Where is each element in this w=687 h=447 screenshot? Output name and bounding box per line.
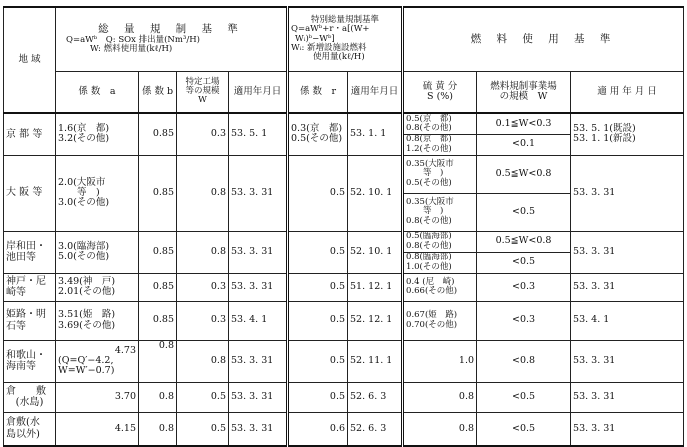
- fuel-scale-cell: 0.5≦W<0.8: [477, 231, 571, 252]
- region-cell: 京 都 等: [4, 113, 56, 155]
- coef-a-line2: 等 ): [58, 186, 100, 198]
- coef-a-line2: 3.69(その他): [58, 319, 116, 331]
- factory-scale-header: [177, 71, 229, 113]
- sulfur-line3: 0.5(その他): [406, 177, 452, 188]
- fuel-scale-cell: <0.5: [477, 412, 571, 446]
- coef-b-cell: 0.85: [139, 113, 177, 155]
- sulfur-cell: [403, 252, 477, 273]
- factory-scale-cell: 0.3: [177, 273, 229, 301]
- fuel-scale-cell: <0.5: [477, 193, 571, 231]
- region-line2: 島以外): [6, 428, 40, 440]
- coef-r-cell: 0.6: [288, 412, 348, 446]
- table-row-osaka: [4, 155, 684, 193]
- sulfur-line2: 等 ): [406, 206, 444, 217]
- coef-a-cell: [56, 273, 139, 301]
- coef-b-cell: 0.8: [139, 340, 177, 382]
- region-line1: 倉 敷: [6, 385, 46, 397]
- coef-b-header: 係 数 b: [139, 71, 177, 113]
- region-line2: (水島): [15, 397, 44, 408]
- fuel-date-header: 適 用 年 月 日: [571, 71, 684, 113]
- table-row-kurashiki-other: [4, 412, 684, 446]
- coef-b-cell: 0.85: [139, 155, 177, 231]
- fuel-date-line1: 53. 5. 1(既設): [573, 123, 636, 134]
- coef-a-line2: 5.0(その他): [58, 251, 110, 262]
- sulfur-line3: 0.8(その他): [406, 215, 452, 226]
- table-row-wakayama: [4, 340, 684, 382]
- coef-r-cell: 0.5: [288, 273, 348, 301]
- coef-a-line1: 1.6(京 都): [58, 123, 110, 134]
- date-header: 適用年月日: [229, 71, 288, 113]
- coef-r-line2: 0.5(その他): [291, 133, 343, 145]
- region-line1: 岸和田・: [6, 240, 46, 252]
- region-cell: [4, 273, 56, 301]
- fuel-scale-cell: <0.5: [477, 252, 571, 273]
- special-formula-line4: 使用量(kℓ/H): [313, 52, 365, 62]
- sulfur-line1: 0.8(京 都): [406, 134, 452, 145]
- date-cell: 53. 3. 31: [229, 382, 288, 412]
- header-row-1: [4, 7, 684, 71]
- special-date-cell: 52. 6. 3: [348, 382, 403, 412]
- special-regulation-header: [288, 7, 403, 71]
- total-regulation-header: [56, 7, 288, 71]
- factory-scale-header-line2: 等の規模: [185, 86, 220, 97]
- coef-b-cell: 0.8: [139, 412, 177, 446]
- region-cell: 大 阪 等: [4, 155, 56, 231]
- fuel-date-cell: 53. 4. 1: [571, 301, 684, 340]
- sulfur-cell: [403, 301, 477, 340]
- factory-scale-header-line3: W: [198, 95, 207, 106]
- fuel-standard-header: 燃 料 使 用 基 準: [403, 7, 684, 71]
- region-line1: 姫路・明: [6, 309, 46, 320]
- sulfur-line1: 0.35(大阪市: [406, 159, 454, 170]
- factory-scale-cell: 0.5: [177, 382, 229, 412]
- factory-scale-cell: 0.8: [177, 155, 229, 231]
- sulfur-cell: [403, 155, 477, 193]
- special-date-cell: 52. 10. 1: [348, 231, 403, 273]
- special-date-cell: 52. 12. 1: [348, 301, 403, 340]
- sulfur-cell: [403, 113, 477, 134]
- fuel-scale-cell: <0.5: [477, 382, 571, 412]
- region-cell: [4, 340, 56, 382]
- region-cell: [4, 231, 56, 273]
- special-date-cell: 52. 10. 1: [348, 155, 403, 231]
- coef-a-line3: W=W′−0.7): [58, 365, 115, 377]
- sulfur-line2: 1.2(その他): [406, 143, 452, 154]
- sulfur-cell: [403, 273, 477, 301]
- sulfur-line1: 0.5(京 都): [406, 113, 452, 124]
- region-line1: 和歌山・: [6, 349, 46, 361]
- sulfur-header-line1: 硫 黄 分: [422, 80, 458, 92]
- coef-a-line1: 2.0(大阪市: [58, 176, 106, 188]
- sulfur-cell: [403, 231, 477, 252]
- sulfur-cell: [403, 193, 477, 231]
- coef-a-cell: [56, 231, 139, 273]
- date-cell: 53. 3. 31: [229, 231, 288, 273]
- factory-scale-cell: 0.3: [177, 301, 229, 340]
- fuel-scale-cell: <0.3: [477, 301, 571, 340]
- sulfur-line1: 0.67(姫 路): [406, 310, 458, 321]
- special-date-cell: 52. 11. 1: [348, 340, 403, 382]
- table-row-kobe: [4, 273, 684, 301]
- coef-a-header: 係 数 a: [56, 71, 139, 113]
- coef-a-cell: [56, 301, 139, 340]
- coef-a-cell: [56, 340, 139, 382]
- coef-a-line2: 3.2(その他): [58, 133, 110, 145]
- factory-scale-cell: 0.3: [177, 113, 229, 155]
- coef-a-cell: 4.15: [56, 412, 139, 446]
- sulfur-line1: 0.5(臨海部): [406, 231, 452, 242]
- table-row-kyoto: [4, 113, 684, 134]
- date-cell: 53. 3. 31: [229, 273, 288, 301]
- sulfur-line1: 0.4 (尼 崎): [406, 276, 455, 287]
- coef-r-cell: 0.5: [288, 155, 348, 231]
- special-date-cell: 51. 12. 1: [348, 273, 403, 301]
- region-line2: 石等: [6, 320, 26, 332]
- coef-b-cell: 0.8: [139, 382, 177, 412]
- fuel-scale-header-line2: の規模 W: [499, 90, 548, 102]
- table-row-himeji: [4, 301, 684, 340]
- sulfur-line1: 0.8(臨海部): [406, 252, 452, 263]
- coef-a-cell: 3.70: [56, 382, 139, 412]
- region-header: 地 域: [4, 7, 56, 113]
- coef-a-line1: 3.51(姫 路): [58, 309, 116, 321]
- header-row-2: [4, 71, 684, 113]
- sulfur-line2: 0.8(その他): [406, 122, 452, 133]
- factory-scale-cell: 0.5: [177, 412, 229, 446]
- region-cell: [4, 382, 56, 412]
- total-regulation-title: 総 量 規 制 基 準: [98, 23, 244, 36]
- sulfur-cell: [403, 134, 477, 155]
- total-formula-line2: W: 燃料使用量(kℓ/H): [90, 43, 173, 54]
- region-line2: 海南等: [6, 361, 36, 372]
- fuel-date-cell: 53. 3. 31: [571, 273, 684, 301]
- coef-r-cell: [288, 113, 348, 155]
- fuel-date-cell: [571, 113, 684, 155]
- fuel-scale-cell: <0.8: [477, 340, 571, 382]
- sulfur-line2: 等 ): [406, 168, 444, 179]
- total-formula-line1: Q=aWᵇ Q: SOx 排出量(Nm³/H): [66, 34, 200, 45]
- special-date-cell: 53. 1. 1: [348, 113, 403, 155]
- fuel-scale-cell: 0.5≦W<0.8: [477, 155, 571, 193]
- special-date-cell: 52. 6. 3: [348, 412, 403, 446]
- fuel-scale-cell: <0.3: [477, 273, 571, 301]
- region-line2: 崎等: [6, 287, 26, 298]
- coef-r-header: 係 数 r: [288, 71, 348, 113]
- regulation-table: [3, 6, 684, 447]
- fuel-date-cell: 53. 3. 31: [571, 155, 684, 231]
- coef-a-line3: 3.0(その他): [58, 197, 110, 209]
- sulfur-header-line2: S (%): [427, 90, 454, 102]
- coef-b-cell: 0.85: [139, 231, 177, 273]
- fuel-scale-header-line1: 燃料規制事業場: [490, 80, 557, 92]
- coef-a-line2: 2.01(その他): [58, 286, 116, 297]
- factory-scale-cell: 0.8: [177, 340, 229, 382]
- fuel-date-cell: 53. 3. 31: [571, 412, 684, 446]
- special-formula-line1: Q=aWᵇ+r・a[(W+: [291, 24, 370, 35]
- date-cell: 53. 4. 1: [229, 301, 288, 340]
- fuel-scale-header: [477, 71, 571, 113]
- coef-a-cell: [56, 113, 139, 155]
- fuel-date-cell: 53. 3. 31: [571, 231, 684, 273]
- coef-a-line1: 3.0(臨海部): [58, 240, 110, 252]
- date-cell: 53. 3. 31: [229, 155, 288, 231]
- date-cell: 53. 3. 31: [229, 340, 288, 382]
- fuel-scale-cell: 0.1≦W<0.3: [477, 113, 571, 134]
- sulfur-line2: 0.70(その他): [406, 319, 458, 330]
- region-line2: 池田等: [6, 252, 36, 263]
- sulfur-cell: 1.0: [403, 340, 477, 382]
- special-date-header: 適用年月日: [348, 71, 403, 113]
- sulfur-header: [403, 71, 477, 113]
- coef-a-line2: (Q=Q′−4.2,: [58, 354, 114, 366]
- coef-b-cell: 0.85: [139, 273, 177, 301]
- special-formula-line3: Wᵢ: 新増設施設燃料: [291, 42, 367, 53]
- coef-a-line1: 3.49(神 戸): [58, 275, 116, 287]
- sulfur-line2: 1.0(その他): [406, 261, 452, 272]
- sulfur-cell: 0.8: [403, 412, 477, 446]
- fuel-scale-cell: <0.1: [477, 134, 571, 155]
- coef-a-cell: [56, 155, 139, 231]
- region-line1: 神戸・尼: [6, 275, 46, 287]
- sulfur-line2: 0.66(その他): [406, 286, 458, 296]
- coef-b-cell: 0.85: [139, 301, 177, 340]
- factory-scale-cell: 0.8: [177, 231, 229, 273]
- region-line1: 倉敷(水: [6, 417, 40, 429]
- factory-scale-header-line1: 特定工場: [185, 76, 220, 87]
- special-formula-line2: Wᵢ)ᵇ−Wᵇ]: [295, 33, 335, 44]
- date-cell: 53. 5. 1: [229, 113, 288, 155]
- coef-r-cell: 0.5: [288, 301, 348, 340]
- sulfur-line2: 0.8(その他): [406, 240, 452, 251]
- fuel-date-cell: 53. 3. 31: [571, 340, 684, 382]
- coef-r-cell: 0.5: [288, 340, 348, 382]
- coef-a-line1: 4.73: [114, 344, 136, 356]
- table-row-kishiwada: [4, 231, 684, 252]
- region-cell: [4, 412, 56, 446]
- coef-r-line1: 0.3(京 都): [291, 123, 343, 134]
- table-row-kurashiki: [4, 382, 684, 412]
- special-regulation-title: 特別総量規制基準: [311, 15, 380, 26]
- sulfur-line1: 0.35(大阪市: [406, 197, 454, 208]
- sulfur-cell: 0.8: [403, 382, 477, 412]
- date-cell: 53. 3. 31: [229, 412, 288, 446]
- coef-r-cell: 0.5: [288, 382, 348, 412]
- fuel-date-cell: 53. 3. 31: [571, 382, 684, 412]
- coef-r-cell: 0.5: [288, 231, 348, 273]
- region-cell: [4, 301, 56, 340]
- fuel-date-line2: 53. 1. 1(新設): [573, 133, 636, 145]
